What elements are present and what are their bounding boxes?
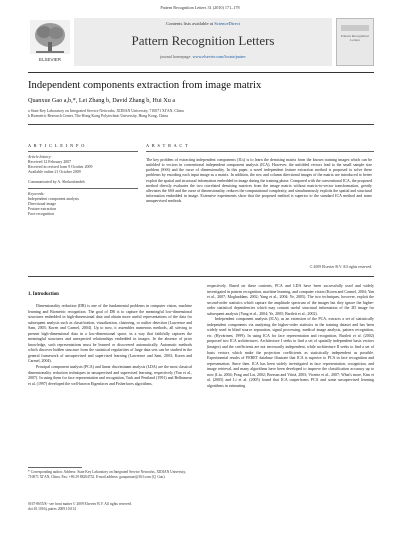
cover-title: Pattern Recognition Letters xyxy=(341,34,369,42)
history-label: Article history: xyxy=(28,155,52,159)
article-title: Independent components extraction from image matrix xyxy=(28,80,262,91)
abstract-text: The key problem of extracting independent components (ICs) is to learn the demixing matrix from the known training images which can be unfolded to vectors in conventional independent component analysis (ICA). However, the unfolded vectors lead to the small sample size problem (SSS) and the curse of dimensionality. In this paper, a novel independent feature extraction method is proposed to solve these problems by encoding each input image as a matrix. In addition, the row and column directional images of the matrix are introduced to better exploit the spatial and structural information embedded in image during the training phase. Compared with the conventional ICA, the proposed method directly evaluates the two correlated demixing matrices from the image matrix without matrix-to-vector transformation, greatly alleviates the SSS and the curse of dimensionality, reduces the computational complexity, and simultaneously exploits the spatial and structural information embedded in image. Extensive experiments show that the proposed method is superior to the standard ICA method and some unsupervised methods. xyxy=(146,157,372,204)
front-matter-line xyxy=(28,502,228,511)
history-online: Available online 21 October 2009 xyxy=(28,170,81,174)
body-column-left xyxy=(28,303,192,386)
footnote-rule xyxy=(28,467,82,468)
homepage-prefix: journal homepage: xyxy=(160,54,193,59)
affiliation-divider xyxy=(28,124,374,125)
section-heading: 1. Introduction xyxy=(28,292,59,297)
contents-line xyxy=(74,21,332,26)
journal-cover-image xyxy=(336,18,374,66)
homepage-link[interactable]: www.elsevier.com/locate/patrec xyxy=(192,54,246,59)
body-paragraph: respectively. Based on these contents, PCA and LDA have been successfully used and widely investigated in pattern recognition, machine learning, and computer vision (Koren and Carmel, 2004; Yan et al., 2007; Moghaddam, 2002; Yang et al., 2004; Ye, 2005). The two techniques, however, exploit the second-order statistics which capture the amplitude spectrum of the images but they ignore the higher-order statistical dependencies which may contain useful structural information of the 2D image for subsequent analysis (Yang et al., 2004; Ye, 2005; Bartlett et al., 2002). xyxy=(207,283,374,316)
journal-citation: Pattern Recognition Letters 31 (2010) 171–178 xyxy=(160,5,240,10)
affiliation-a: a State Key Laboratory on Integrated Service Networks, XIDIAN University, 710071 XI'AN, China xyxy=(28,109,184,113)
keyword-item: Face recognition xyxy=(28,212,55,216)
keyword-item: Independent component analysis xyxy=(28,197,79,201)
journal-header xyxy=(74,18,332,66)
homepage-line xyxy=(74,54,332,59)
header-divider xyxy=(28,72,374,73)
keyword-item: Feature extraction xyxy=(28,207,57,211)
copyright-notice: © 2009 Elsevier B.V. All rights reserved. xyxy=(309,265,372,269)
history-revised: Received in revised form 9 October 2009 xyxy=(28,165,93,169)
body-column-right xyxy=(207,283,374,388)
abstract-heading: A B S T R A C T xyxy=(146,143,189,148)
body-paragraph: Dimensionality reduction (DR) is one of the fundamental problems in computer vision, machine learning and Biometric recognition. The goal of DR is to capture the meaningful low-dimensional structures embedded in high-dimensional data and obtain more useful representations of the data for subsequent analysis such as classification, visualization, clustering, or outlier detection (Lawrence and Sam, 2003; Koren and Carmel, 2004). Up to now, it assembles numerous methods, all striving to present high-dimensional data in a low-dimensional space, in a way that faithfully captures the meaningful structures and unexpected relationships embedded in images. In the absence of prior knowledge, such representations must be learned or discovered automatically. Automatic methods which discover hidden structure from the statistical regularities of large data sets can be studied in the general framework of unsupervised and supervised learning (Lawrence and Sam, 2003; Koren and Carmel, 2004). xyxy=(28,303,192,364)
doi-line: doi:10.1016/j.patrec.2009.10.014 xyxy=(28,506,76,511)
contents-prefix: Contents lists available at xyxy=(166,21,215,26)
body-paragraph: Independent component analysis (ICA), as an extension of the PCA, extracts a set of statistically independent components via analyzing the higher-order statistics in the training dataset and has been widely used in blind source separation, signal processing, medical image analysis, pattern recognition, etc. (Hyvärinen, 1999). In using ICA for face representation and recognition, Bartlett et al. (2002) proposed two ICA architectures. Architecture I seeks to find a set of spatially independent basis vectors (images) and the coefficients are not necessarily independent, while architecture II seeks to find a set of basis vectors which make the projection coefficients as statistically independent as possible. Experimental results of FERET database illustrate that ICA is superior to PCA in face recognition and representation. Since then, ICA has been widely investigated in face representation, recognition, and image retrieval, and many algorithms have been developed to improve the classification accuracy up to now (Liu, 2004; Pong and Lai, 2002; Bressan and Vitrià, 2003; Vicente et al., 2007; What's more, Kim et al. (2005) and Li et al. (2005) found that ICA outperforms PCA and some unsupervised learning algorithms in estimating xyxy=(207,316,374,388)
keywords-label: Keywords: xyxy=(28,192,45,196)
issn-line: 0167-8655/$ - see front matter © 2009 Elsevier B.V. All rights reserved. xyxy=(28,502,132,506)
keyword-item: Directional image xyxy=(28,202,56,206)
body-paragraph: Principal component analysis (PCA) and linear discriminant analysis (LDA) are the most classical dimensionality reduction techniques in unsupervised and supervised learning, respectively (Yan et al., 2007). In using them for face representation and recognition, Turk and Pentland (1991) and Belhumeur et al. (1997) developed the well-known Eigenfaces and Fisherfaces algorithms, xyxy=(28,364,192,386)
keywords-rule xyxy=(28,188,138,189)
article-info-heading: A R T I C L E I N F O xyxy=(28,143,86,148)
communicated-by: Communicated by A. Shokoufandeh xyxy=(28,180,85,184)
publisher-name: ELSEVIER xyxy=(38,57,61,62)
history-received: Received 12 February 2007 xyxy=(28,160,72,164)
body-divider xyxy=(28,276,374,277)
journal-name: Pattern Recognition Letters xyxy=(131,33,275,48)
corresponding-author-footnote: * Corresponding author. Address: State Key Laboratory on Integrated Service Networks, XIDIAN University, 710071 XI'AN, China. Fax: +86 29 88204752. E-mail address: gaoqunxue@163.com (Q. Gao). xyxy=(28,470,186,479)
article-info-rule xyxy=(28,151,138,152)
cover-band xyxy=(341,25,369,31)
sciencedirect-link[interactable]: ScienceDirect xyxy=(214,21,240,26)
article-authors: Quanxue Gao a,b,*, Lei Zhang b, David Zhang b, Hui Xu a xyxy=(28,97,176,104)
affiliation-b: b Biometric Research Center, The Hong Kong Polytechnic University, Hong Kong, China xyxy=(28,114,168,118)
abstract-rule xyxy=(146,151,374,152)
publisher-logo xyxy=(28,18,72,66)
